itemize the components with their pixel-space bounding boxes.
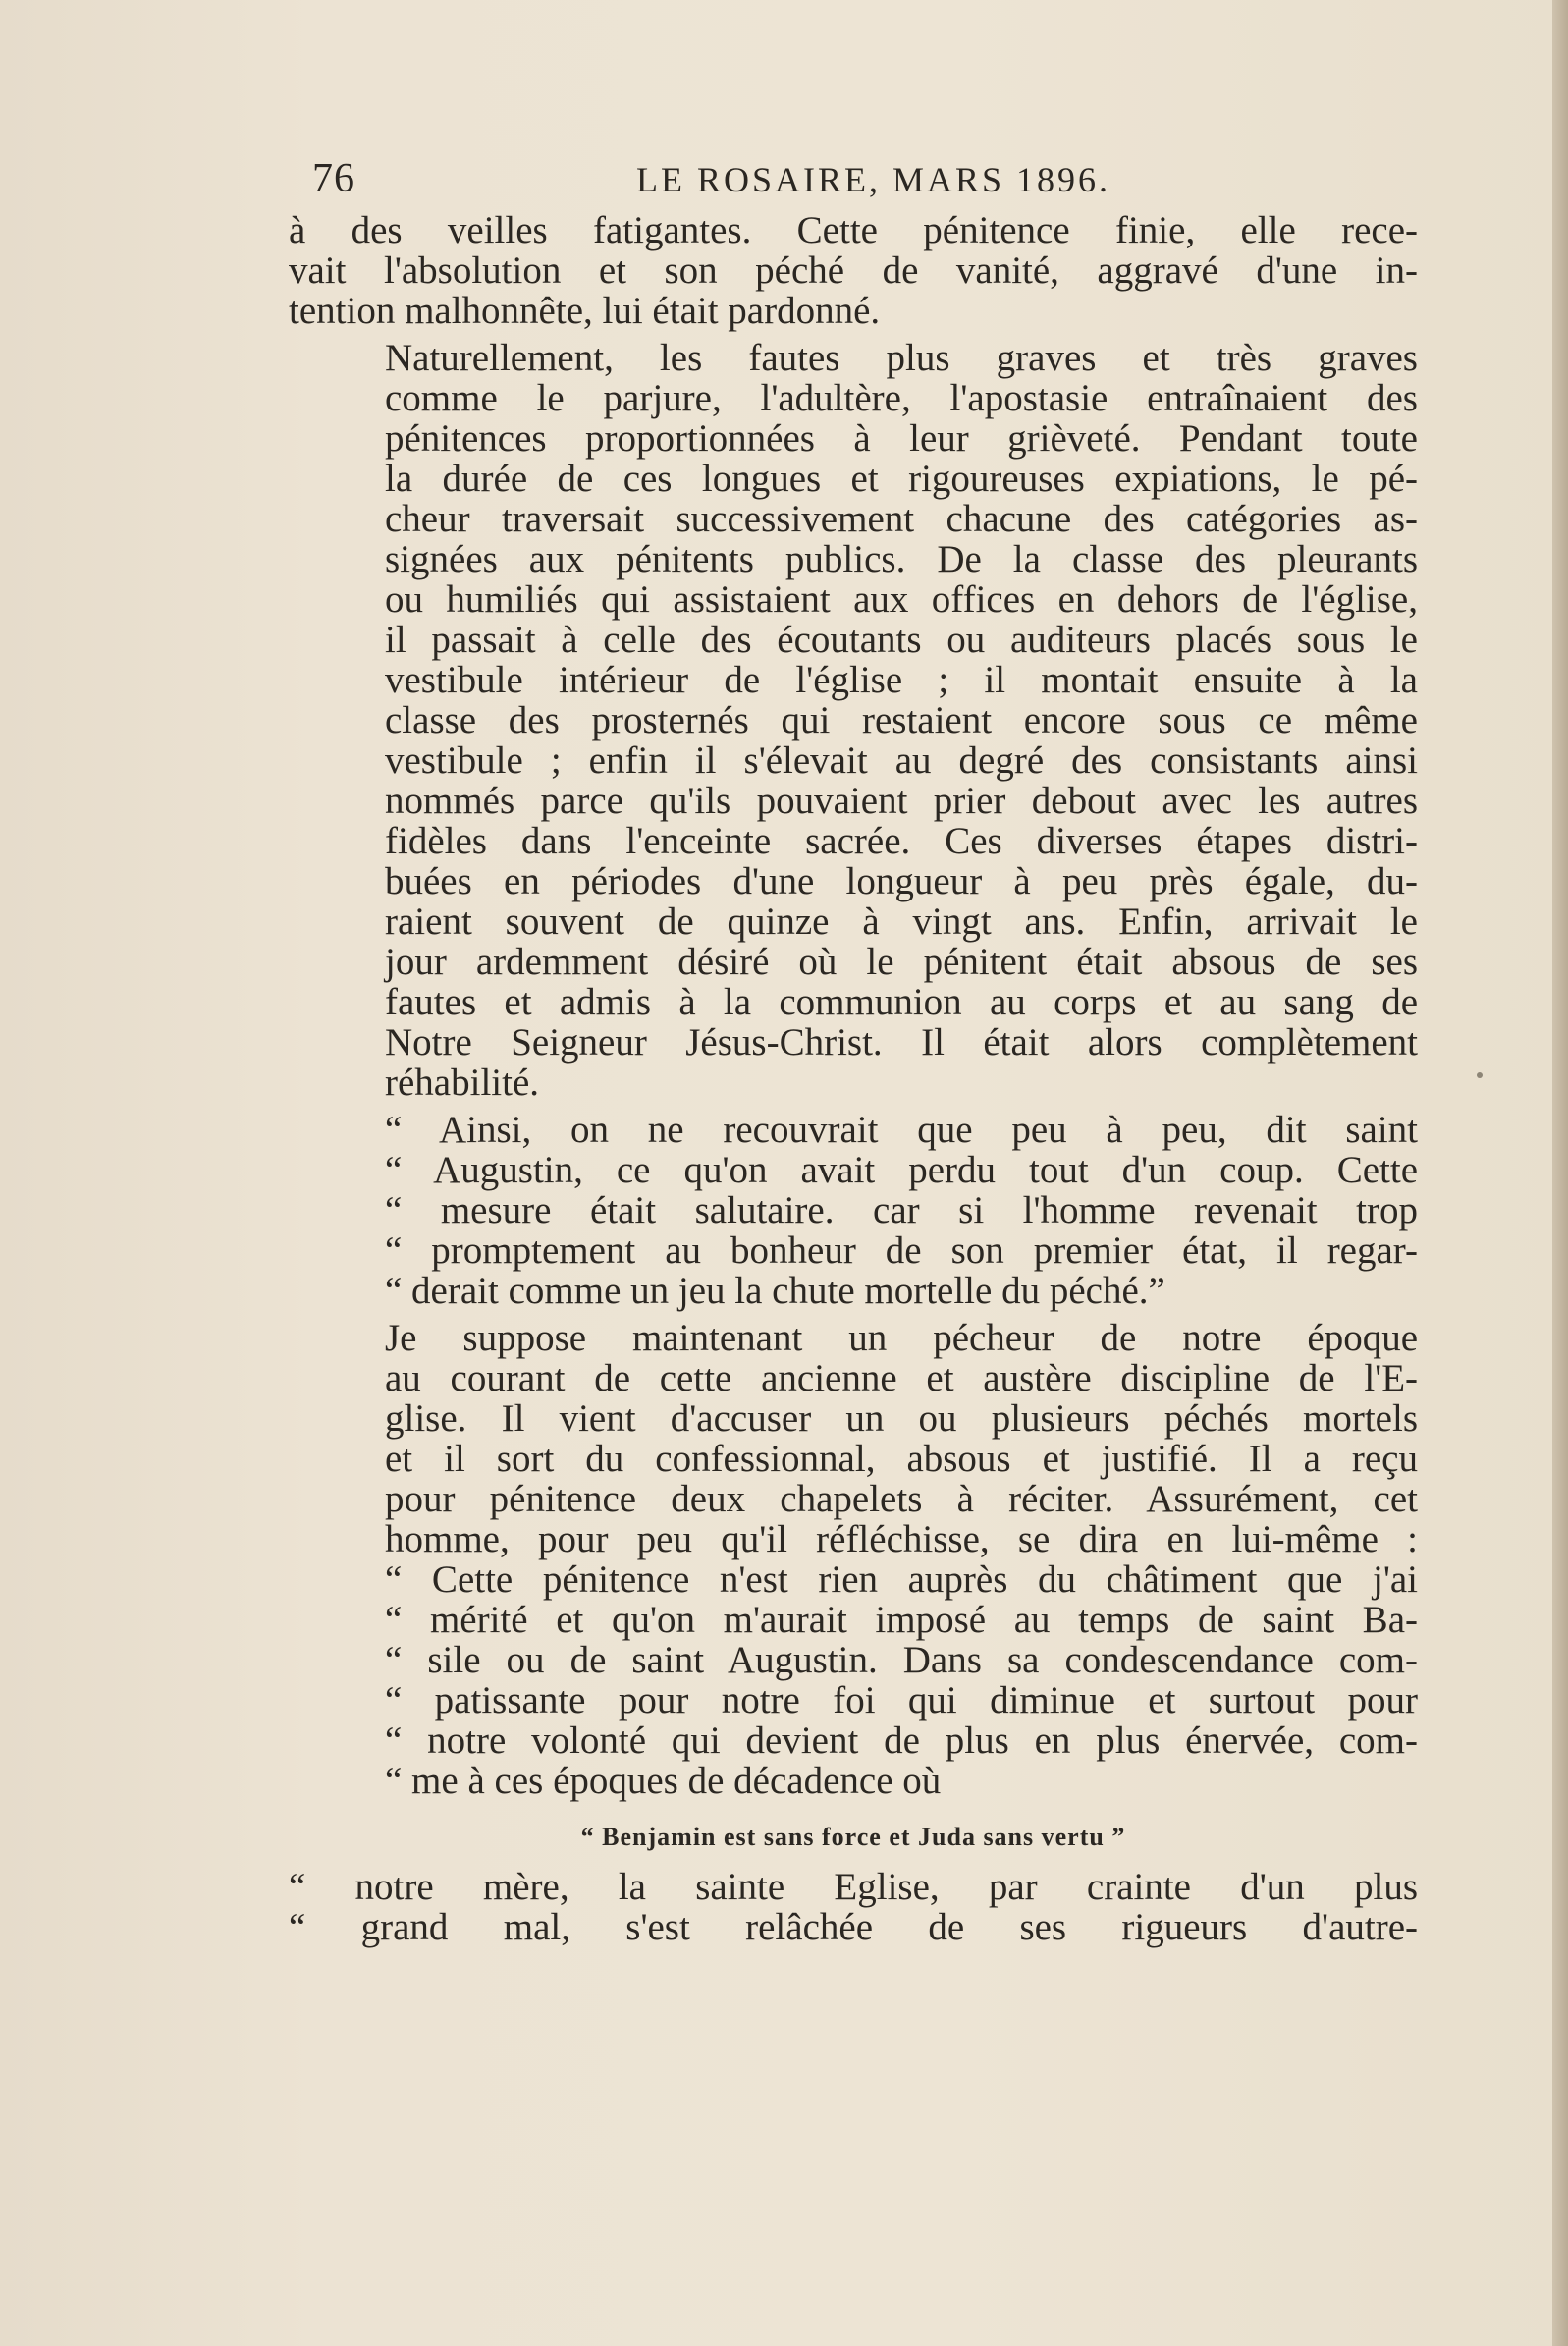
- text-line: raient souvent de quinze à vingt ans. Enfin, arrivait le: [385, 900, 1418, 943]
- text-line: “ promptement au bonheur de son premier état, il regar-: [385, 1229, 1418, 1272]
- paragraph: [289, 1867, 1418, 1947]
- text-line: nommés parce qu'ils pouvaient prier debout avec les autres: [385, 780, 1418, 822]
- text-line: vait l'absolution et son péché de vanité, aggravé d'une in-: [289, 249, 1418, 292]
- text-line: “ derait comme un jeu la chute mortelle du péché.”: [385, 1270, 1165, 1312]
- paragraph: [289, 338, 1418, 1103]
- text-line: tention malhonnête, lui était pardonné.: [289, 290, 881, 332]
- text-line: signées aux pénitents publics. De la classe des pleurants: [385, 538, 1418, 580]
- text-line: la durée de ces longues et rigoureuses expiations, le pé-: [385, 458, 1418, 500]
- page-header: [312, 155, 1127, 204]
- text-line: “ notre mère, la sainte Eglise, par crainte d'un plus: [289, 1866, 1418, 1908]
- text-line: réhabilité.: [385, 1062, 540, 1104]
- text-line: il passait à celle des écoutants ou auditeurs placés sous le: [385, 619, 1418, 661]
- text-line: “ me à ces époques de décadence où: [385, 1760, 942, 1802]
- text-line: vestibule intérieur de l'église ; il montait ensuite à la: [385, 659, 1418, 701]
- text-line: “ patissante pour notre foi qui diminue et surtout pour: [385, 1679, 1418, 1721]
- text-line: comme le parjure, l'adultère, l'apostasie entraînaient des: [385, 377, 1418, 419]
- text-line: “ mérité et qu'on m'aurait imposé au temps de saint Ba-: [385, 1599, 1418, 1641]
- paragraph: [289, 1110, 1418, 1311]
- text-line: cheur traversait successivement chacune des catégories as-: [385, 498, 1418, 540]
- text-line: “ notre volonté qui devient de plus en plus énervée, com-: [385, 1719, 1418, 1762]
- verse-quote: “ Benjamin est sans force et Juda sans vertu ”: [580, 1823, 1126, 1851]
- ink-spot: [1477, 1072, 1483, 1078]
- text-line: glise. Il vient d'accuser un ou plusieurs péchés mortels: [385, 1397, 1418, 1440]
- text-line: au courant de cette ancienne et austère discipline de l'E-: [385, 1357, 1418, 1399]
- text-line: “ mesure était salutaire. car si l'homme revenait trop: [385, 1189, 1418, 1231]
- body-text: [289, 210, 1418, 1954]
- text-line: vestibule ; enfin il s'élevait au degré des consistants ainsi: [385, 739, 1418, 782]
- text-line: Je suppose maintenant un pécheur de notre époque: [385, 1317, 1418, 1359]
- text-line: ou humiliés qui assistaient aux offices en dehors de l'église,: [385, 578, 1418, 621]
- text-line: Naturellement, les fautes plus graves et très graves: [385, 337, 1418, 379]
- text-line: Notre Seigneur Jésus-Christ. Il était alors complètement: [385, 1021, 1418, 1064]
- page-edge: [1552, 0, 1568, 2346]
- text-line: “ grand mal, s'est relâchée de ses rigueurs d'autre-: [289, 1906, 1418, 1948]
- paragraph: [289, 1318, 1418, 1801]
- running-title: LE ROSAIRE, MARS 1896.: [636, 160, 1111, 199]
- text-line: buées en périodes d'une longueur à peu près égale, du-: [385, 860, 1418, 902]
- paragraph: [289, 210, 1418, 331]
- text-line: à des veilles fatigantes. Cette pénitence finie, elle rece-: [289, 209, 1418, 251]
- text-line: fautes et admis à la communion au corps et au sang de: [385, 981, 1418, 1023]
- text-line: “ Augustin, ce qu'on avait perdu tout d'un coup. Cette: [385, 1149, 1418, 1191]
- text-line: “ sile ou de saint Augustin. Dans sa condescendance com-: [385, 1639, 1418, 1681]
- text-line: “ Cette pénitence n'est rien auprès du châtiment que j'ai: [385, 1558, 1418, 1601]
- text-line: “ Ainsi, on ne recouvrait que peu à peu, dit saint: [385, 1109, 1418, 1151]
- text-line: et il sort du confessionnal, absous et justifié. Il a reçu: [385, 1438, 1418, 1480]
- text-line: classe des prosternés qui restaient encore sous ce même: [385, 699, 1418, 741]
- text-line: fidèles dans l'enceinte sacrée. Ces diverses étapes distri-: [385, 820, 1418, 862]
- text-line: homme, pour peu qu'il réfléchisse, se dira en lui-même :: [385, 1518, 1418, 1560]
- text-line: pénitences proportionnées à leur grièveté. Pendant toute: [385, 417, 1418, 460]
- text-line: pour pénitence deux chapelets à réciter. Assurément, cet: [385, 1478, 1418, 1520]
- page-number: 76: [312, 156, 355, 201]
- text-line: jour ardemment désiré où le pénitent était absous de ses: [385, 941, 1418, 983]
